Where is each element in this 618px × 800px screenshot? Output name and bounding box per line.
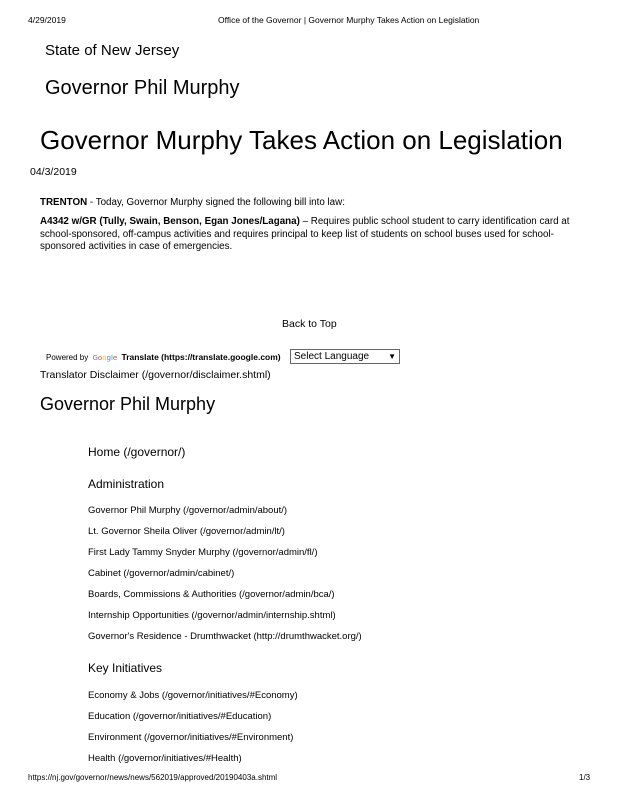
print-page-number: 1/3 [579, 773, 591, 782]
page-title: Governor Murphy Takes Action on Legislation [40, 125, 563, 155]
bill-paragraph [40, 216, 580, 254]
print-date: 4/29/2019 [28, 15, 66, 25]
article-date: 04/3/2019 [30, 166, 77, 178]
print-url: https://nj.gov/governor/news/news/562019/approved/20190403a.shtml [28, 773, 278, 782]
nav-link-lt-governor[interactable]: Lt. Governor Sheila Oliver (/governor/admin/lt/) [88, 526, 285, 537]
nav-link-governor[interactable]: Governor Phil Murphy (/governor/admin/about/) [88, 505, 288, 516]
bill-description: – Requires public school student to carry identification card at school-sponsored, off-campus activities and requires principal to keep list of students on school buses used for school-sponsored activities in case of emergencies. [40, 216, 570, 252]
nav-link-health[interactable]: Health (/governor/initiatives/#Health) [88, 753, 242, 764]
nav-link-first-lady[interactable]: First Lady Tammy Snyder Murphy (/governor/admin/fl/) [88, 547, 318, 558]
nav-link-cabinet[interactable]: Cabinet (/governor/admin/cabinet/) [88, 568, 235, 579]
nav-link-residence[interactable]: Governor's Residence - Drumthwacket (http://drumthwacket.org/) [88, 631, 362, 642]
bill-id: A4342 w/GR (Tully, Swain, Benson, Egan Jones/Lagana) [40, 216, 300, 227]
language-select-value: Select Language [294, 351, 370, 362]
print-page-title: Office of the Governor | Governor Murphy Takes Action on Legislation [218, 15, 480, 25]
governor-name[interactable]: Governor Phil Murphy [45, 77, 240, 99]
dropdown-arrow-icon: ▼ [388, 352, 396, 361]
footer-governor-title: Governor Phil Murphy [40, 394, 216, 414]
nav-link-environment[interactable]: Environment (/governor/initiatives/#Environment) [88, 732, 294, 743]
dateline: TRENTON [40, 197, 88, 208]
language-select[interactable] [290, 349, 400, 364]
powered-by-label: Powered by [46, 353, 89, 362]
google-logo: Google [92, 354, 118, 362]
nav-key-initiatives-heading: Key Initiatives [88, 661, 163, 675]
nav-link-boards[interactable]: Boards, Commissions & Authorities (/governor/admin/bca/) [88, 589, 335, 600]
intro-text: - Today, Governor Murphy signed the following bill into law: [87, 197, 345, 208]
nav-link-internship[interactable]: Internship Opportunities (/governor/admin/internship.shtml) [88, 610, 336, 621]
state-name[interactable]: State of New Jersey [45, 42, 180, 59]
nav-link-education[interactable]: Education (/governor/initiatives/#Education) [88, 711, 272, 722]
powered-by-google [46, 352, 281, 362]
nav-administration-heading: Administration [88, 477, 165, 491]
back-to-top-link[interactable]: Back to Top [282, 318, 337, 330]
google-translate-link[interactable]: Translate (https://translate.google.com) [121, 352, 281, 362]
nav-link-economy[interactable]: Economy & Jobs (/governor/initiatives/#Economy) [88, 690, 298, 701]
translator-disclaimer-link[interactable]: Translator Disclaimer (/governor/disclaimer.shtml) [40, 369, 271, 381]
nav-home-link[interactable]: Home (/governor/) [88, 445, 186, 459]
intro-paragraph [40, 197, 580, 210]
